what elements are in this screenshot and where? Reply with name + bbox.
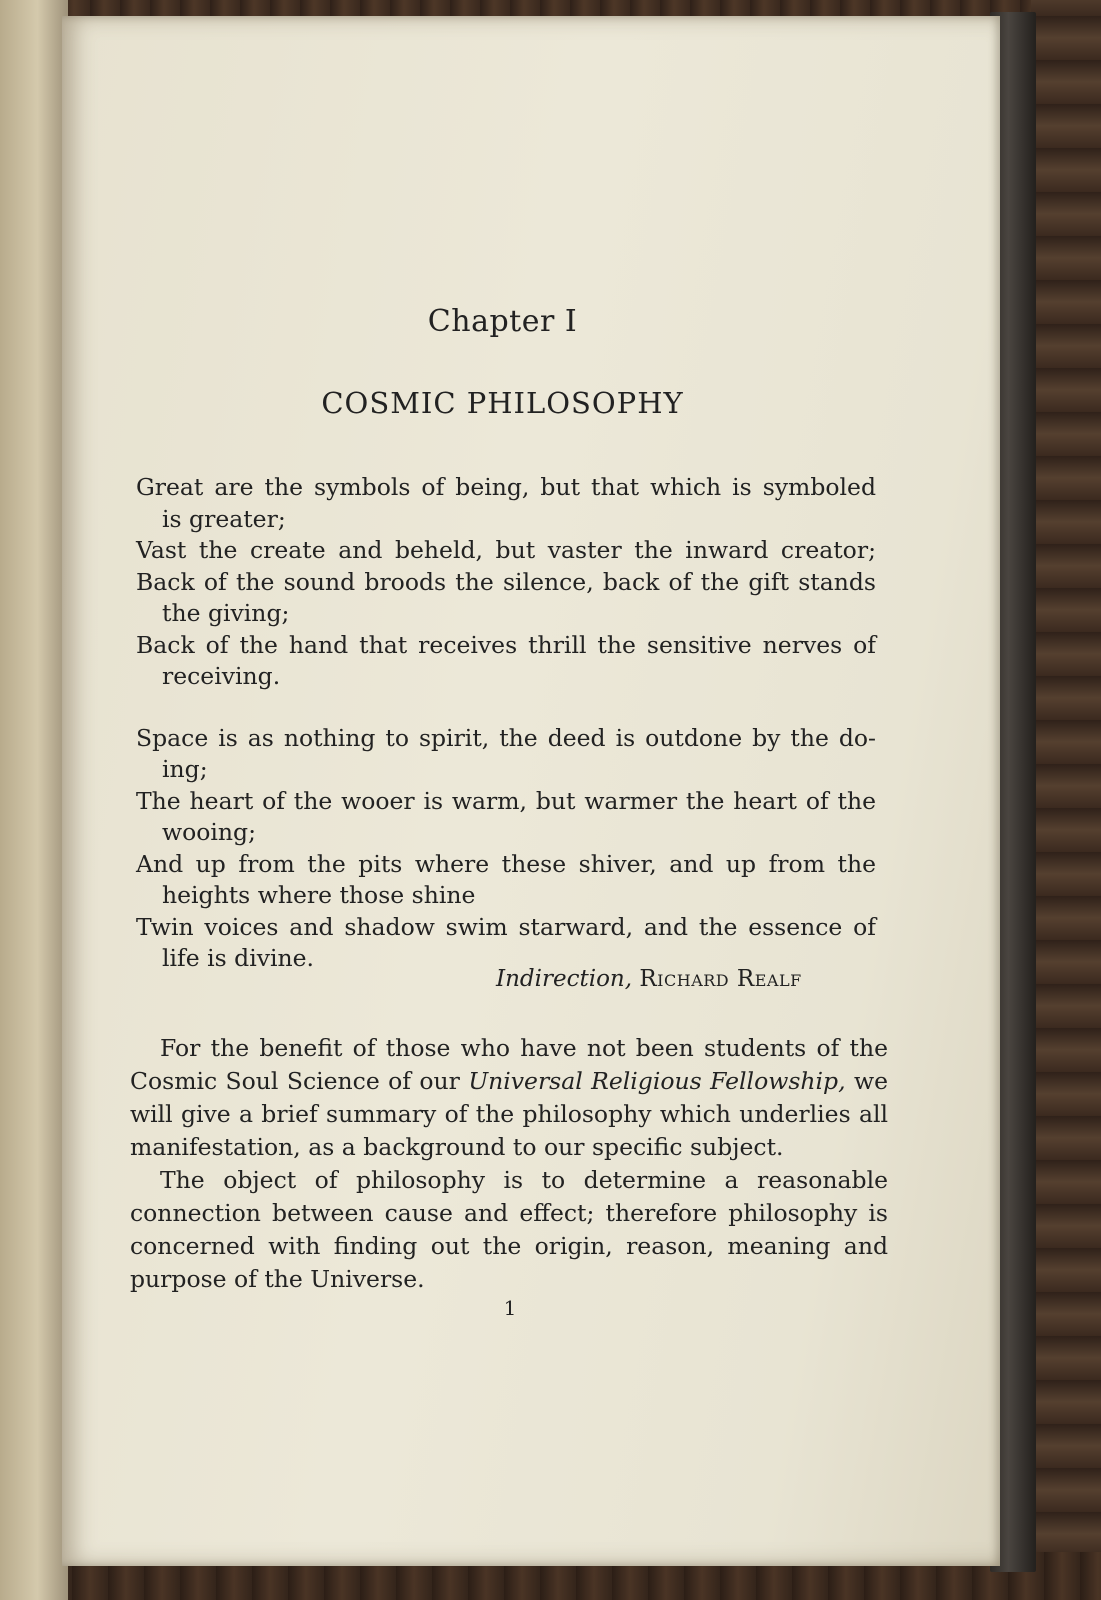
epigraph-attribution: [496, 966, 856, 992]
poem-line: Great are the symbols of being, but that which is symboled: [136, 473, 876, 501]
source-author: Richard Realf: [639, 966, 802, 992]
poem-line-continuation: receiving.: [162, 662, 281, 690]
poem-line-continuation: heights where those shine: [162, 881, 476, 909]
poem-line-continuation: the giving;: [162, 599, 290, 627]
poem-line: And up from the pits where these shiver, and up from the: [136, 849, 876, 878]
poem-line: Twin voices and shadow swim starward, and the essence of: [136, 912, 876, 941]
facing-page-edge: [0, 0, 68, 1600]
page-number: 1: [503, 1296, 517, 1320]
poem-stanza-2: [136, 723, 876, 975]
poem-line: Vast the create and beheld, but vaster the inward creator;: [136, 536, 876, 564]
poem-stanza-1: [136, 472, 876, 693]
poem-line: Back of the hand that receives thrill the sensitive nerves of: [136, 630, 876, 659]
poem-line-continuation: life is divine.: [162, 944, 315, 972]
chapter-heading: Chapter I: [427, 304, 578, 339]
poem-line-continuation: ing;: [162, 755, 208, 783]
poem-line: Space is as nothing to spirit, the deed is outdone by the do-: [136, 723, 876, 752]
body-paragraph-1: [130, 1032, 888, 1164]
paragraph-text: For the benefit of those who have not been students of the Cosmic Soul Science of our: [130, 1034, 888, 1095]
poem-line-continuation: is greater;: [162, 504, 286, 533]
epigraph-poem: [136, 472, 876, 975]
chapter-title: COSMIC PHILOSOPHY: [321, 386, 684, 420]
poem-line: Back of the sound broods the silence, back of the gift stands: [136, 567, 876, 596]
body-paragraph-2: The object of philosophy is to determine a reasonable connection between cause and effect; therefore philosophy is concerned with finding out the origin, reason, meaning and purpose of the Universe.: [130, 1166, 888, 1293]
fellowship-name: Universal Religious Fellowship,: [468, 1067, 846, 1095]
body-text: [130, 1032, 888, 1296]
poem-line: The heart of the wooer is warm, but warmer the heart of the: [136, 786, 876, 815]
paragraph-text: we will give a brief summary of the philosophy which underlies all manifestation, as a background to our specific subject.: [130, 1067, 888, 1161]
source-work: Indirection,: [496, 966, 633, 992]
poem-line-continuation: wooing;: [162, 818, 257, 846]
table-surface-right: [1031, 0, 1101, 1600]
